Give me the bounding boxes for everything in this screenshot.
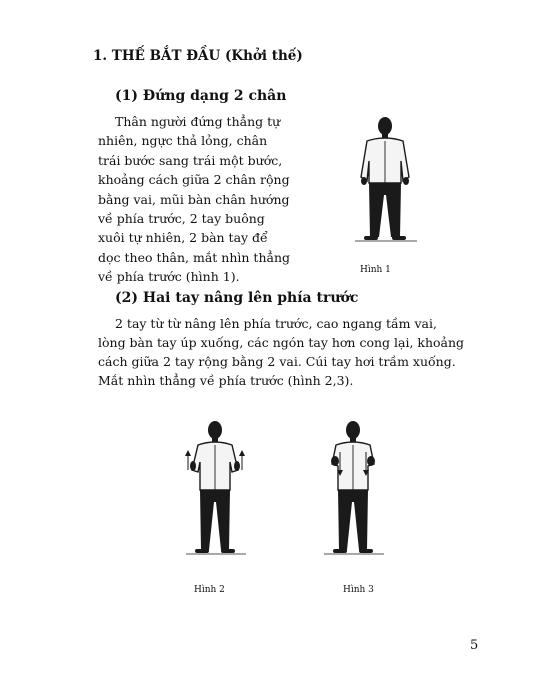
paragraph-line: về phía trước, 2 tay buông — [98, 211, 265, 227]
paragraph-line: nhiên, ngực thả lỏng, chân — [98, 133, 268, 149]
subsection-1-heading: (1) Đứng dạng 2 chân — [115, 88, 287, 104]
figure-1-caption: Hình 1 — [360, 265, 391, 275]
section-title: 1. THẾ BẮT ĐẦU (Khởi thế) — [93, 48, 303, 64]
paragraph-line: cách giữa 2 tay rộng bằng 2 vai. Cúi tay hơi trầm xuống. — [98, 354, 456, 369]
standing-person-illustration — [345, 115, 425, 250]
page-number: 5 — [470, 638, 479, 653]
paragraph-line: lòng bàn tay úp xuống, các ngón tay hơn cong lại, khoảng — [98, 335, 465, 350]
paragraph-line: khoảng cách giữa 2 chân rộng — [98, 172, 290, 188]
figure-3-caption: Hình 3 — [343, 585, 374, 595]
paragraph-line: về phía trước (hình 1). — [98, 269, 240, 285]
subsection-2-paragraph — [98, 314, 490, 390]
subsection-1-paragraph — [98, 112, 315, 287]
figure-2-caption: Hình 2 — [194, 585, 225, 595]
paragraph-line: Thân người đứng thẳng tự — [115, 114, 281, 129]
subsection-2-heading: (2) Hai tay nâng lên phía trước — [115, 290, 359, 306]
paragraph-line: xuôi tự nhiên, 2 bàn tay để — [98, 230, 268, 246]
person-arms-forward-illustration — [318, 418, 388, 563]
paragraph-line: 2 tay từ từ nâng lên phía trước, cao ngang tầm vai, — [115, 316, 437, 331]
paragraph-line: dọc theo thân, mắt nhìn thẳng — [98, 249, 290, 265]
paragraph-line: Mắt nhìn thẳng về phía trước (hình 2,3). — [98, 373, 354, 388]
paragraph-line: bằng vai, mũi bàn chân hướng — [98, 191, 290, 207]
person-arms-raised-illustration — [180, 418, 250, 563]
paragraph-line: trái bước sang trái một bước, — [98, 152, 283, 168]
